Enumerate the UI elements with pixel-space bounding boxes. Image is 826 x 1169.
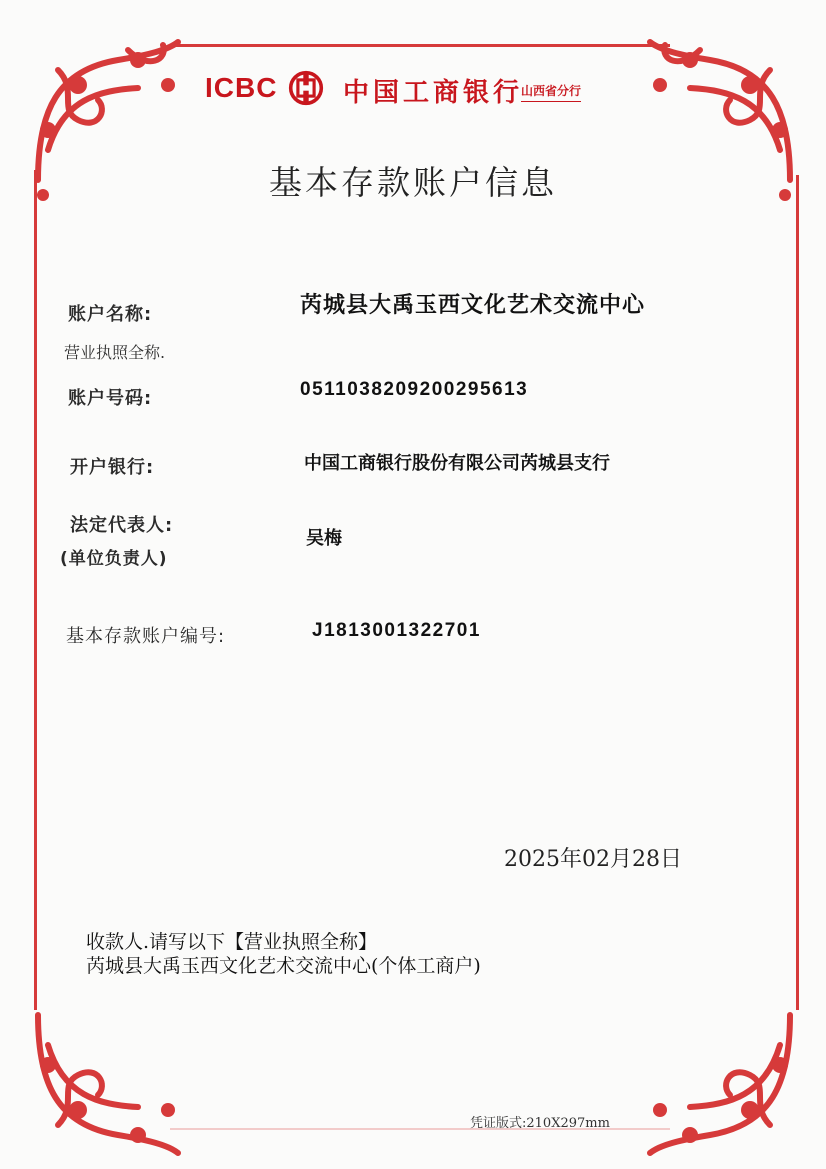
legal-rep-label: 法定代表人: (70, 515, 174, 536)
branch-name: 山西省分行 (521, 82, 581, 102)
icbc-logo-icon (287, 70, 325, 106)
corner-ornament-bottom-left (18, 985, 198, 1165)
bank-header (205, 68, 625, 108)
payee-notice-line-2: 芮城县大禹玉西文化艺术交流中心(个体工商户) (86, 955, 481, 977)
document-title: 基本存款账户信息 (269, 163, 557, 202)
payee-notice (86, 930, 481, 978)
bank-label: 开户银行: (70, 457, 155, 478)
account-number-value: 0511038209200295613 (300, 379, 529, 400)
account-name-value: 芮城县大禹玉西文化艺术交流中心 (300, 293, 646, 318)
account-name-sublabel: 营业执照全称. (64, 343, 166, 362)
corner-ornament-bottom-right (630, 985, 810, 1165)
border-top (170, 44, 670, 47)
format-footer: 凭证版式:210X297mm (470, 1116, 610, 1131)
legal-rep-value: 吴梅 (306, 528, 342, 549)
bank-name: 中国工商银行 (343, 78, 524, 108)
account-name-label: 账户名称: (68, 304, 153, 325)
border-right (796, 175, 799, 1010)
issue-date: 2025年02月28日 (504, 847, 682, 872)
border-left (34, 170, 37, 1010)
payee-notice-line-1: 收款人.请写以下【营业执照全称】 (86, 931, 378, 953)
icbc-wordmark: ICBC (205, 72, 278, 103)
basic-account-number-label: 基本存款账户编号: (66, 626, 226, 647)
bank-value: 中国工商银行股份有限公司芮城县支行 (304, 453, 610, 474)
account-number-label: 账户号码: (68, 388, 153, 409)
basic-account-number-value: J1813001322701 (312, 620, 481, 641)
legal-rep-sublabel: (单位负责人) (60, 549, 168, 569)
